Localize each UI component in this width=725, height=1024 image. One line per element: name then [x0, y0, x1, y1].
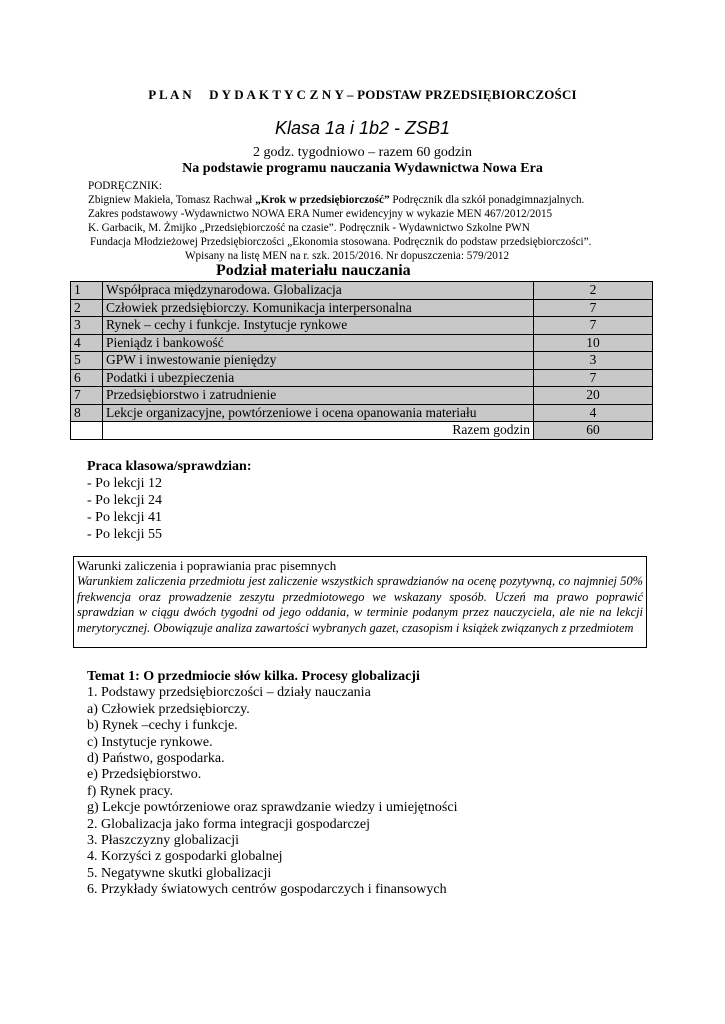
- test-item: - Po lekcji 41: [87, 510, 163, 525]
- total-label: Razem godzin: [103, 422, 534, 440]
- row-topic: Podatki i ubezpieczenia: [103, 369, 534, 387]
- row-hours: 20: [534, 387, 653, 405]
- total-hours: 60: [534, 422, 653, 440]
- textbooks-label: PODRĘCZNIK:: [88, 180, 162, 192]
- table-row: [71, 299, 653, 317]
- textbook-line-4: Fundacja Młodzieżowej Przedsiębiorczości „Ekonomia stosowana. Podręcznik do podstaw przedsiębiorczości”.: [90, 236, 592, 248]
- table-row: [71, 352, 653, 370]
- row-number: 3: [71, 317, 103, 335]
- row-number: 2: [71, 299, 103, 317]
- row-number: 5: [71, 352, 103, 370]
- conditions-box: [73, 556, 647, 648]
- topic-item: d) Państwo, gospodarka.: [87, 751, 225, 767]
- row-topic: Pieniądz i bankowość: [103, 334, 534, 352]
- table-row: [71, 369, 653, 387]
- row-hours: 10: [534, 334, 653, 352]
- row-topic: Przedsiębiorstwo i zatrudnienie: [103, 387, 534, 405]
- topic-item: g) Lekcje powtórzeniowe oraz sprawdzanie wiedzy i umiejętności: [87, 800, 458, 816]
- row-number: 4: [71, 334, 103, 352]
- topic-item: 3. Płaszczyzny globalizacji: [87, 833, 239, 849]
- topic-item: 6. Przykłady światowych centrów gospodarczych i finansowych: [87, 882, 447, 898]
- topic-item: b) Rynek –cechy i funkcje.: [87, 718, 238, 734]
- topic-item: 5. Negatywne skutki globalizacji: [87, 865, 272, 881]
- topic-item: f) Rynek pracy.: [87, 783, 173, 799]
- topic-item: 2. Globalizacja jako forma integracji gospodarczej: [87, 816, 370, 832]
- textbook-authors: Zbigniew Makieła, Tomasz Rachwał: [88, 194, 256, 206]
- class-label: Klasa 1a i 1b2 - ZSB1: [274, 118, 451, 138]
- topic-item: a) Człowiek przedsiębiorczy.: [87, 701, 250, 717]
- textbook-title: „Krok w przedsiębiorczość”: [255, 194, 390, 206]
- row-hours: 4: [534, 404, 653, 422]
- row-hours: 7: [534, 299, 653, 317]
- row-topic: Człowiek przedsiębiorczy. Komunikacja interpersonalna: [103, 299, 534, 317]
- textbook-desc: Podręcznik dla szkół ponadgimnazjalnych.: [389, 194, 585, 206]
- topic-block: [87, 669, 457, 899]
- row-number: 8: [71, 404, 103, 422]
- topic-item: 4. Korzyści z gospodarki globalnej: [87, 849, 283, 865]
- conditions-title: Warunki zaliczenia i poprawiania prac pisemnych: [77, 558, 337, 573]
- hours-summary: 2 godz. tygodniowo – razem 60 godzin: [253, 145, 472, 160]
- topic-item: 1. Podstawy przedsiębiorczości – działy nauczania: [87, 685, 371, 701]
- textbook-line-5: Wpisany na listę MEN na r. szk. 2015/2016. Nr dopuszczenia: 579/2012: [185, 250, 510, 262]
- row-hours: 2: [534, 282, 653, 300]
- textbook-line-1: [88, 193, 584, 208]
- row-topic: GPW i inwestowanie pieniędzy: [103, 352, 534, 370]
- program-source: Na podstawie programu nauczania Wydawnictwa Nowa Era: [182, 161, 543, 176]
- row-hours: 3: [534, 352, 653, 370]
- row-hours: 7: [534, 369, 653, 387]
- tests-block: [87, 458, 252, 543]
- row-number: 7: [71, 387, 103, 405]
- textbook-line-2: Zakres podstawowy -Wydawnictwo NOWA ERA Numer ewidencyjny w wykazie MEN 467/2012/2015: [88, 208, 553, 220]
- test-item: - Po lekcji 24: [87, 493, 163, 508]
- plan-table: [70, 281, 653, 440]
- test-item: - Po lekcji 12: [87, 476, 163, 491]
- table-row: [71, 404, 653, 422]
- document-title: P L A N D Y D A K T Y C Z N Y – PODSTAW PRZEDSIĘBIORCZOŚCI: [148, 87, 577, 102]
- section-heading: Podział materiału nauczania: [216, 262, 411, 279]
- table-row: [71, 387, 653, 405]
- row-number: 1: [71, 282, 103, 300]
- conditions-body: Warunkiem zaliczenia przedmiotu jest zaliczenie wszystkich sprawdzianów na ocenę pozytywną, co najmniej 50% frekwencja oraz prowadzenie zeszytu przedmiotowego we wskazany sposób. Uczeń ma prawo poprawić sprawdzian w ciągu dwóch tygodni od jego oddania, w terminie podanym przez nauczyciela, ale nie na lekcji merytorycznej. Obowiązuje analiza zawartości wybranych gazet, czasopism i książek związanych z przedmiotem: [77, 574, 643, 635]
- total-empty-cell: [71, 422, 103, 440]
- textbook-line-3: K. Garbacik, M. Żmijko „Przedsiębiorczość na czasie”. Podręcznik - Wydawnictwo Szkolne PWN: [88, 222, 530, 234]
- test-item: - Po lekcji 55: [87, 527, 163, 542]
- table-row: [71, 334, 653, 352]
- row-topic: Współpraca międzynarodowa. Globalizacja: [103, 282, 534, 300]
- row-topic: Lekcje organizacyjne, powtórzeniowe i ocena opanowania materiału: [103, 404, 534, 422]
- topic-item: c) Instytucje rynkowe.: [87, 734, 213, 750]
- total-row: [71, 422, 653, 440]
- row-number: 6: [71, 369, 103, 387]
- table-row: [71, 282, 653, 300]
- topic-heading: Temat 1: O przedmiocie słów kilka. Procesy globalizacji: [87, 669, 420, 684]
- tests-heading: Praca klasowa/sprawdzian:: [87, 459, 252, 474]
- row-topic: Rynek – cechy i funkcje. Instytucje rynkowe: [103, 317, 534, 335]
- topic-item: e) Przedsiębiorstwo.: [87, 767, 202, 783]
- row-hours: 7: [534, 317, 653, 335]
- table-row: [71, 317, 653, 335]
